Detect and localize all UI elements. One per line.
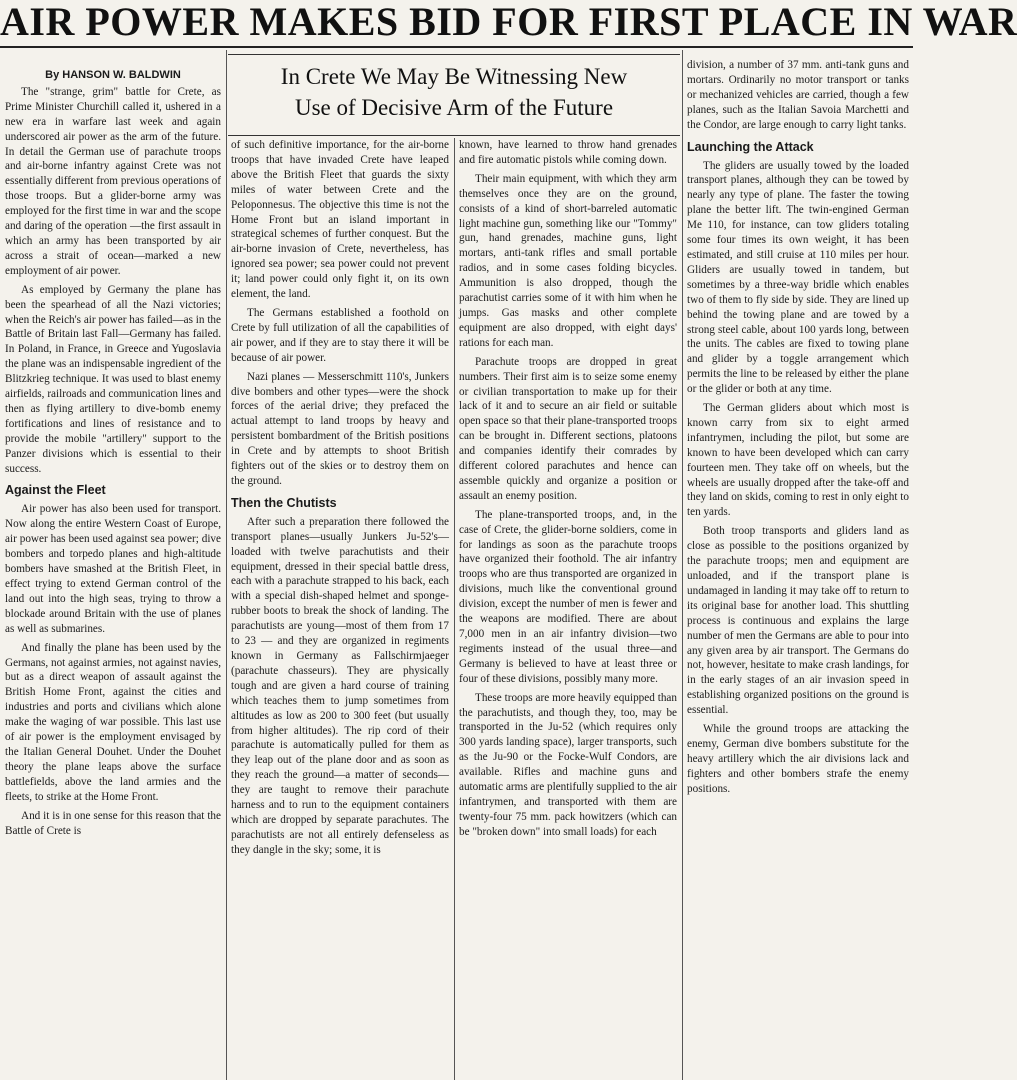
byline: By HANSON W. BALDWIN [45, 69, 181, 81]
paragraph: As employed by Germany the plane has been the spearhead of all the Nazi victories; when the Reich's air power has failed—as in the Battle of Britain last Fall—Germany has failed. In Poland, in France, in Greece and Yugoslavia the plane was an indispensable ingredient of the Blitzkrieg technique. It was used to blast enemy airfields, railroads and communication lines and then as flying artillery to dive-bomb enemy fortifications and lines of resistance and to provide the mobile "artillery" support to the Panzer divisions which is essential to their success. [5, 283, 221, 475]
subheadline-line-1: In Crete We May Be Witnessing New [280, 64, 628, 89]
paragraph: division, a number of 37 mm. anti-tank guns and mortars. Ordinarily no motor transport or tanks or mechanized vehicles are carried, though a few planes, such as the Italian Savoia Marchetti and the Condor, are large enough to carry light tanks. [687, 59, 909, 131]
paragraph: Parachute troops are dropped in great numbers. Their first aim is to seize some enemy or civilian transportation to make up for their lack of it and to secure an air field or suitable open space so that their plane-transported troops can be brought in. Different sections, platoons and companies identify their comrades by different colored parachutes and hence can assemble quickly and organize a position or assault an enemy position. [459, 355, 677, 502]
section-heading: Launching the Attack [687, 139, 814, 154]
paragraph: The Germans established a foothold on Crete by full utilization of all the capabilities of air power, and if they are to stay there it will be because of air power. [231, 306, 449, 364]
subheadline-line-2: Use of Decisive Arm of the Future [294, 95, 614, 120]
paragraph: These troops are more heavily equipped than the parachutists, and though they, too, may be transported in the Ju-52 (which requires only 300 yards landing space), larger transports, such as the Ju-90 or the Focke-Wulf Condors, are available. Rifles and machine guns and automatic arms are plentifully supplied to the air infantrymen, and transported with them are twenty-four 75 mm. pack howitzers (which can be "broken down" into small loads) for each [459, 691, 677, 838]
paragraph: Their main equipment, with which they arm themselves once they are on the ground, consists of a kind of short-barreled automatic light machine gun, something like our "Tommy" gun, hand grenades, machine guns, light mortars, anti-tank rifles and small portable radios, and in some cases folding bicycles. Ammunition is also dropped, though the parachutist carries some of it with him when he jumps. Gas masks and other complete equipment are also dropped, with eight days' rations for each man. [459, 172, 677, 349]
column-4 [687, 58, 909, 1080]
headline-rule [0, 46, 913, 48]
paragraph: The plane-transported troops, and, in the case of Crete, the glider-borne soldiers, come in for landings as soon as the parachute troops have organized their foothold. The air infantry troops who are thus transported are organized in divisions, much like the conventional ground division, except the number of men is fewer and the weapons are modified. There are about 7,000 men in an air infantry division—two regiments instead of the usual three—and Germany is believed to have at least three or four of these divisions, possibly many more. [459, 508, 677, 685]
paragraph: The German gliders about which most is known carry from six to eight armed infantrymen, including the pilot, but some are known to have been developed which can carry fourteen men. They take off on wheels, but the wheels are usually dropped after the take-off and they land on skids, coming to rest in only eight to ten yards. [687, 402, 909, 519]
paragraph: And finally the plane has been used by the Germans, not against armies, not against navies, but as a direct weapon of assault against the British Home Front, against the cities and industries and ports and civilians which alone make the waging of war possible. This last use of air power is the employment envisaged by the Italian General Douhet. Under the Douhet theory the plane leaps above the surface battlefields, above the land armies and the fleets, to strike at the Home Front. [5, 641, 221, 803]
paragraph: After such a preparation there followed the transport planes—usually Junkers Ju-52's—loaded with twelve parachutists and their equipment, dressed in their special battle dress, each with a parachute strapped to his back, each with a special dish-shaped helmet and sponge-rubber boots to break the shock of landing. The parachutists are young—most of them from 17 to 23 — and they are organized in regiments known in Germany as Fallschirmjaeger (parachute chasseurs). They are physically tough and are given a hard course of training which teaches them to jump sometimes from altitudes as low as 200 to 300 feet (but usually from higher altitudes). The rip cord of their parachute is automatically pulled for them as they leap out of the plane door and as soon as they reach the ground—a matter of seconds—they are taught to remove their parachute harness and to run to the equipment containers which are dropped by separate parachutes. The parachutists are not all entirely defenseless as they dangle in the sky; some, it is [231, 515, 449, 856]
section-heading: Against the Fleet [5, 483, 106, 498]
subheadline-box [228, 54, 680, 136]
column-3 [459, 138, 677, 1080]
column-divider [226, 50, 227, 1080]
headline: AIR POWER MAKES BID FOR FIRST PLACE IN WAR [0, 0, 1017, 44]
section-heading: Then the Chutists [231, 495, 337, 510]
paragraph: Nazi planes — Messerschmitt 110's, Junkers dive bombers and other types—were the shock forces of the aerial drive; they prefaced the actual attempt to land troops by heavy and persistent bombardment of the British positions in Crete and by attempts to shoot British fighters out of the skies or to destroy them on the ground. [231, 370, 449, 487]
paragraph: The gliders are usually towed by the loaded transport planes, although they can be towed by nearly any type of plane. The faster the towing plane the better lift. The twin-engined German Me 110, for instance, can tow gliders totaling some four times its own weight, it has been estimated, and still cruise at 110 miles per hour. Gliders are usually towed in tandem, but sometimes by a three-way bridle which enables two of them to fly side by side. They are lined up behind the towing plane and are towed by a strong steel cable, about 100 yards long, between the units. The cables are fixed to towing plane and glider by a toggle arrangement which permits the line to be released by either the plane or the glider or both at any time. [687, 159, 909, 396]
paragraph: of such definitive importance, for the air-borne troops that have invaded Crete have leaped above the British Fleet that guards the sixty miles of water between Crete and the Peloponnesus. The objective this time is not the Home Front but an island important in strategical schemes of further conquest. But the air-borne invasion of Crete, nevertheless, has ignored sea power; sea power could not prevent it; land power could only fight it, on its own element, the land. [231, 139, 449, 301]
column-1 [5, 58, 221, 1080]
column-divider [454, 138, 455, 1080]
paragraph: Air power has also been used for transport. Now along the entire Western Coast of Europe, air power has been used against sea power; dive bombers and torpedo planes and high-altitude bombers have smashed at the British Fleet, in effect trying to extend German control of the land out into the high seas, trying to throw a blockade around Britain with the use of planes as well as submarines. [5, 503, 221, 635]
column-divider [682, 50, 683, 1080]
paragraph: known, have learned to throw hand grenades and fire automatic pistols while coming down. [459, 139, 677, 166]
column-2 [231, 138, 449, 1080]
paragraph: And it is in one sense for this reason that the Battle of Crete is [5, 809, 221, 837]
paragraph: While the ground troops are attacking the enemy, German dive bombers substitute for the heavy artillery which the air divisions lack and fighters and other bombers strafe the enemy positions. [687, 723, 909, 795]
paragraph: Both troop transports and gliders land as close as possible to the positions organized by the parachute troops; men and equipment are unloaded, and if the transport plane is undamaged in landing it may take off to return to its original base for another load. This shuttling process is continuous and explains the large number of men the Germans are able to pour into any given area by air transport. The Germans do not, however, hesitate to make crash landings, for in the early stages of an air invasion speed in establishing organized positions on the ground is essential. [687, 525, 909, 717]
paragraph: The "strange, grim" battle for Crete, as Prime Minister Churchill called it, ushered in a new era in warfare last week and again underscored air power as the arm of the future. In detail the German use of parachute troops and air-borne infantry against Crete was not essentially different from previous operations of those troops. But a glider-borne army was employed for the first time in war and the scope and daring of the operation —the first assault in which an army has been transported by air across a strait of ocean—marked a new employment of air power. [5, 85, 221, 277]
